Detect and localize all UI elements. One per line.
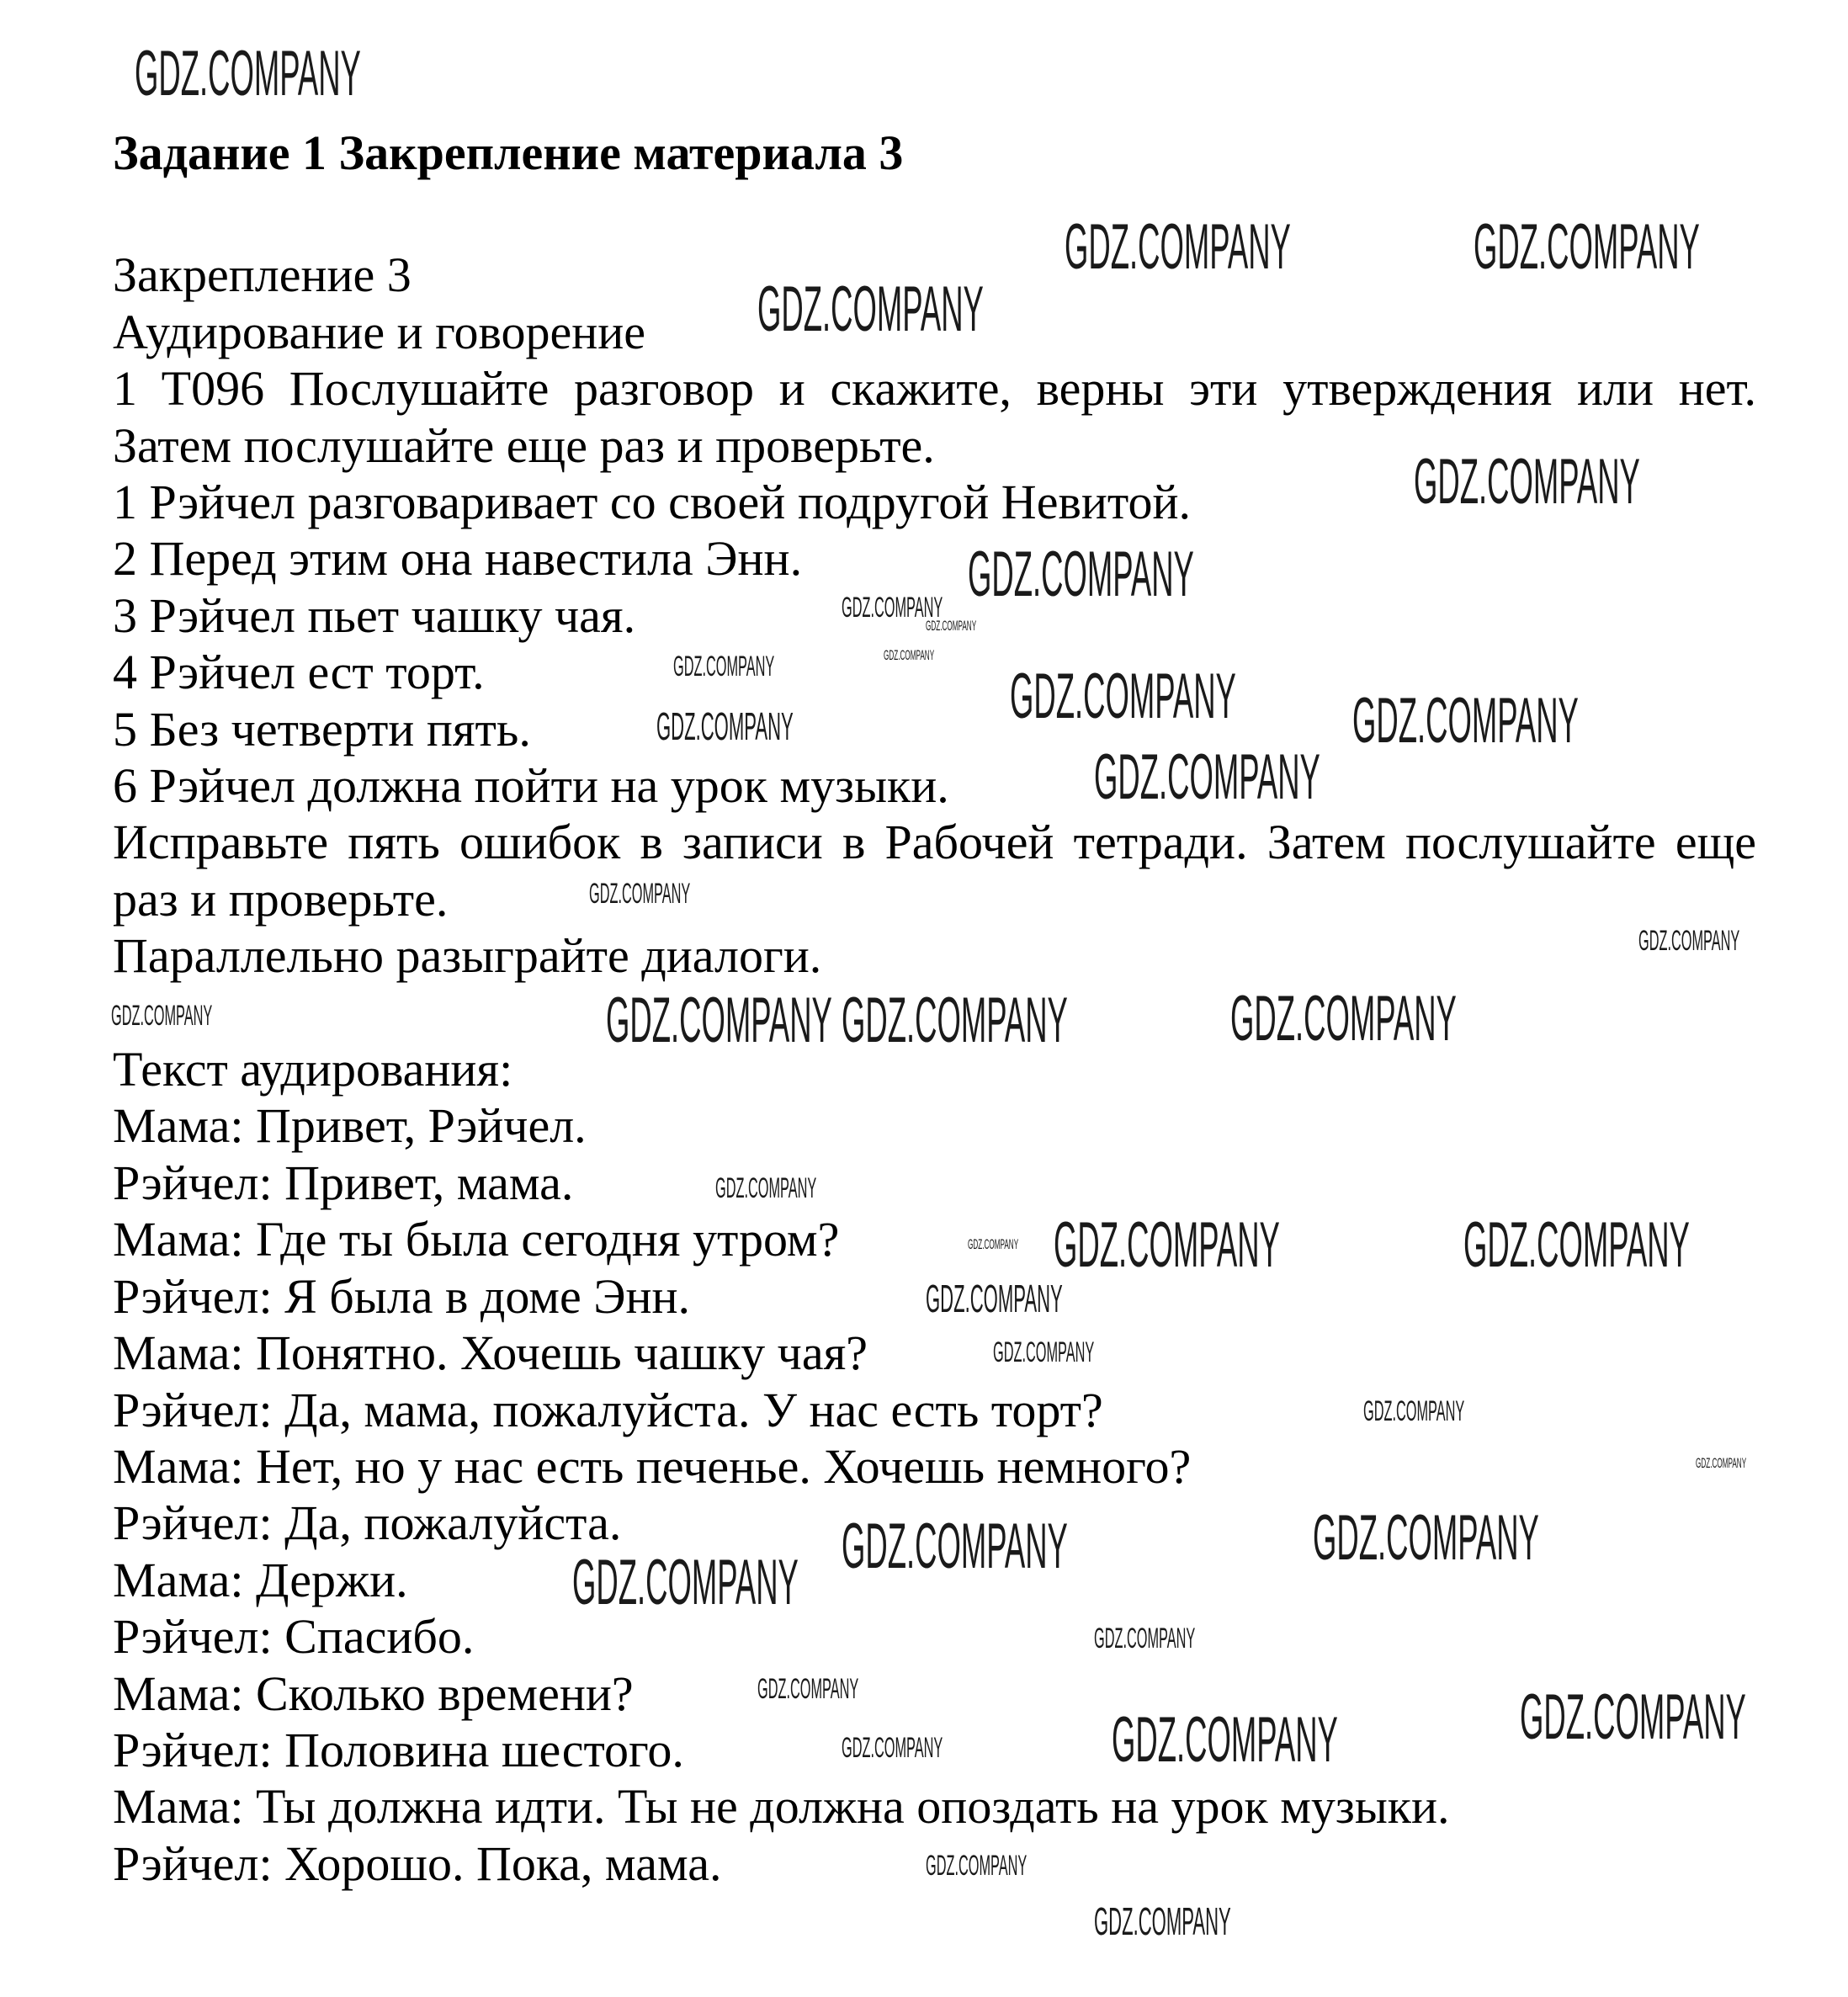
watermark: GDZ.COMPANY <box>1638 925 1740 957</box>
watermark: GDZ.COMPANY <box>589 878 691 910</box>
watermark: GDZ.COMPANY <box>842 1511 1068 1582</box>
watermark: GDZ.COMPANY <box>1363 1395 1465 1427</box>
dialogue-line: Рэйчел: Да, мама, пожалуйста. У нас есть торт? <box>113 1382 1103 1437</box>
watermark: GDZ.COMPANY <box>1010 661 1236 732</box>
watermark: GDZ.COMPANY <box>135 38 361 109</box>
watermark: GDZ.COMPANY <box>1112 1704 1338 1776</box>
dialogue-line: Рэйчел: Я была в доме Энн. <box>113 1268 691 1324</box>
dialogue-line: Рэйчел: Хорошо. Пока, мама. <box>113 1835 722 1891</box>
watermark: GDZ.COMPANY <box>926 1850 1028 1882</box>
watermark: GDZ.COMPANY <box>757 1673 859 1705</box>
watermark: GDZ.COMPANY <box>1094 1623 1196 1654</box>
watermark: GDZ.COMPANY <box>968 539 1194 610</box>
statement: 2 Перед этим она навестила Энн. <box>113 531 803 587</box>
watermark: GDZ.COMPANY <box>926 1277 1063 1320</box>
dialogue-line: Мама: Где ты была сегодня утром? <box>113 1212 840 1267</box>
watermark: GDZ.COMPANY <box>884 647 935 663</box>
watermark: GDZ.COMPANY <box>673 651 775 682</box>
watermark: GDZ.COMPANY <box>1352 685 1579 757</box>
watermark: GDZ.COMPANY <box>572 1547 799 1618</box>
watermark: GDZ.COMPANY <box>842 1732 943 1764</box>
watermark: GDZ.COMPANY <box>1313 1502 1539 1574</box>
page-title: Задание 1 Закрепление материала 3 <box>113 125 904 180</box>
dialogue-line: Рэйчел: Привет, мама. <box>113 1155 574 1210</box>
statement: 1 Рэйчел разговаривает со своей подругой Невитой. <box>113 475 1191 530</box>
watermark: GDZ.COMPANY <box>926 618 977 634</box>
dialogue-line: Мама: Держи. <box>113 1552 408 1607</box>
statement: 5 Без четверти пять. <box>113 701 531 757</box>
dialogue-line: Мама: Ты должна идти. Ты не должна опоздать на урок музыки. <box>113 1779 1450 1835</box>
watermark: GDZ.COMPANY <box>757 274 984 345</box>
statement: 3 Рэйчел пьет чашку чая. <box>113 587 636 643</box>
watermark: GDZ.COMPANY <box>1463 1209 1690 1281</box>
watermark: GDZ.COMPANY <box>968 1236 1019 1252</box>
task1-instruction-line2: Затем послушайте еще раз и проверьте. <box>113 417 935 473</box>
watermark: GDZ.COMPANY <box>656 704 794 748</box>
watermark: GDZ.COMPANY <box>1520 1681 1746 1753</box>
watermark: GDZ.COMPANY <box>111 1000 213 1032</box>
watermark: GDZ.COMPANY <box>606 985 832 1056</box>
watermark: GDZ.COMPANY <box>1414 446 1640 518</box>
watermark: GDZ.COMPANY <box>842 592 943 624</box>
dialogue-line: Рэйчел: Да, пожалуйста. <box>113 1495 622 1551</box>
watermark: GDZ.COMPANY <box>993 1336 1095 1368</box>
task2-instruction-line1: Исправьте пять ошибок в записи в Рабочей тетради. Затем послушайте еще <box>113 815 1756 870</box>
dialogue-line: Мама: Понятно. Хочешь чашку чая? <box>113 1325 868 1381</box>
dialogue-line: Рэйчел: Спасибо. <box>113 1609 475 1665</box>
dialogue-line: Мама: Сколько времени? <box>113 1665 634 1721</box>
watermark: GDZ.COMPANY <box>1094 741 1320 813</box>
task1-instruction-line1: 1 T096 Послушайте разговор и скажите, верны эти утверждения или нет. <box>113 361 1756 417</box>
transcript-heading: Текст аудирования: <box>113 1042 513 1097</box>
watermark: GDZ.COMPANY <box>1065 211 1291 283</box>
subsection-heading: Аудирование и говорение <box>113 304 646 359</box>
watermark: GDZ.COMPANY <box>1094 1899 1231 1943</box>
dialogue-line: Рэйчел: Половина шестого. <box>113 1722 684 1777</box>
task3-instruction: Параллельно разыграйте диалоги. <box>113 928 822 984</box>
dialogue-line: Мама: Нет, но у нас есть печенье. Хочешь немного? <box>113 1438 1192 1494</box>
statement: 4 Рэйчел ест торт. <box>113 645 485 700</box>
watermark: GDZ.COMPANY <box>1054 1209 1280 1281</box>
watermark: GDZ.COMPANY <box>1474 211 1700 283</box>
statement: 6 Рэйчел должна пойти на урок музыки. <box>113 758 949 814</box>
task2-instruction-line2: раз и проверьте. <box>113 871 449 927</box>
watermark: GDZ.COMPANY <box>842 985 1068 1056</box>
watermark: GDZ.COMPANY <box>1230 983 1457 1054</box>
dialogue-line: Мама: Привет, Рэйчел. <box>113 1098 587 1154</box>
section-heading: Закрепление 3 <box>113 247 412 303</box>
watermark: GDZ.COMPANY <box>1696 1455 1747 1471</box>
watermark: GDZ.COMPANY <box>715 1172 817 1204</box>
